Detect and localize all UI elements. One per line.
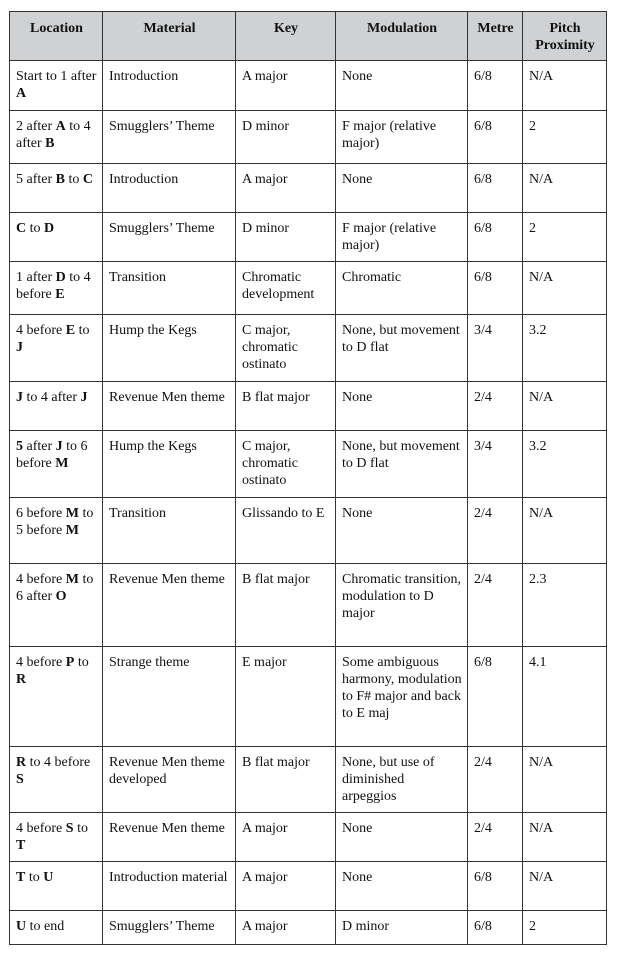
- cell-material: Smugglers’ Theme: [103, 911, 236, 945]
- cell-modulation: F major (relative major): [336, 213, 468, 262]
- cell-key: A major: [236, 61, 336, 111]
- cell-pitch-proximity: 2: [523, 911, 607, 945]
- cell-metre: 2/4: [468, 813, 523, 862]
- cell-modulation: None, but use of diminished arpeggios: [336, 747, 468, 813]
- cell-location: [10, 431, 103, 498]
- rehearsal-mark: T: [16, 838, 26, 853]
- rehearsal-mark: R: [16, 672, 27, 687]
- cell-key: D minor: [236, 111, 336, 164]
- cell-material: Introduction material: [103, 862, 236, 911]
- cell-location: [10, 111, 103, 164]
- cell-location: [10, 164, 103, 213]
- cell-modulation: None: [336, 813, 468, 862]
- rehearsal-mark: C: [16, 221, 27, 236]
- table-row: [10, 862, 607, 911]
- location-text: to: [73, 821, 88, 836]
- cell-metre: 3/4: [468, 315, 523, 382]
- rehearsal-mark: O: [55, 589, 67, 604]
- cell-key: A major: [236, 813, 336, 862]
- rehearsal-mark: E: [65, 323, 76, 338]
- table-body: [10, 61, 607, 945]
- header-material: Material: [103, 12, 236, 61]
- location-text: 4 before: [16, 572, 66, 587]
- cell-material: Hump the Kegs: [103, 315, 236, 382]
- cell-location: [10, 813, 103, 862]
- cell-key: C major, chromatic ostinato: [236, 315, 336, 382]
- location-text: to 6 before: [16, 439, 88, 471]
- rehearsal-mark: U: [43, 870, 54, 885]
- rehearsal-mark: U: [16, 919, 27, 934]
- location-text: 4 before: [16, 655, 66, 670]
- cell-key: B flat major: [236, 564, 336, 647]
- cell-material: Introduction: [103, 164, 236, 213]
- cell-pitch-proximity: N/A: [523, 164, 607, 213]
- location-text: 4 before: [16, 821, 66, 836]
- table-row: [10, 911, 607, 945]
- table-row: [10, 164, 607, 213]
- rehearsal-mark: R: [16, 755, 27, 770]
- rehearsal-mark: C: [82, 172, 94, 187]
- location-text: to 6 after: [16, 572, 94, 604]
- location-text: to 5 before: [16, 506, 94, 538]
- cell-material: Revenue Men theme: [103, 382, 236, 431]
- cell-pitch-proximity: 4.1: [523, 647, 607, 747]
- cell-modulation: Chromatic: [336, 262, 468, 315]
- table-row: [10, 647, 607, 747]
- table-row: [10, 747, 607, 813]
- cell-material: Introduction: [103, 61, 236, 111]
- cell-location: [10, 61, 103, 111]
- table-row: [10, 315, 607, 382]
- rehearsal-mark: M: [55, 456, 69, 471]
- cell-modulation: Some ambiguous harmony, modulation to F# major and back to E maj: [336, 647, 468, 747]
- location-text: to: [65, 172, 83, 187]
- cell-modulation: None: [336, 862, 468, 911]
- cell-location: [10, 647, 103, 747]
- table-row: [10, 61, 607, 111]
- cell-location: [10, 564, 103, 647]
- location-text: to: [26, 221, 45, 236]
- location-text: after: [23, 439, 56, 454]
- location-text: to 4 after: [16, 119, 91, 151]
- cell-key: B flat major: [236, 382, 336, 431]
- header-metre: Metre: [468, 12, 523, 61]
- table-row: [10, 813, 607, 862]
- cell-material: Revenue Men theme developed: [103, 747, 236, 813]
- table-row: [10, 382, 607, 431]
- cell-location: [10, 911, 103, 945]
- cell-modulation: None: [336, 498, 468, 564]
- table-row: [10, 262, 607, 315]
- cell-pitch-proximity: N/A: [523, 813, 607, 862]
- rehearsal-mark: J: [55, 439, 63, 454]
- location-text: to: [25, 870, 44, 885]
- cell-metre: 2/4: [468, 564, 523, 647]
- cell-location: [10, 747, 103, 813]
- cell-pitch-proximity: 2: [523, 111, 607, 164]
- cell-material: Hump the Kegs: [103, 431, 236, 498]
- cell-pitch-proximity: 2.3: [523, 564, 607, 647]
- location-text: to 4 before: [16, 270, 91, 302]
- table-row: [10, 564, 607, 647]
- cell-modulation: F major (relative major): [336, 111, 468, 164]
- cell-pitch-proximity: N/A: [523, 498, 607, 564]
- rehearsal-mark: T: [16, 870, 26, 885]
- cell-pitch-proximity: N/A: [523, 262, 607, 315]
- cell-key: A major: [236, 862, 336, 911]
- cell-metre: 6/8: [468, 647, 523, 747]
- cell-metre: 2/4: [468, 747, 523, 813]
- location-text: to 4 after: [23, 390, 81, 405]
- cell-metre: 3/4: [468, 431, 523, 498]
- header-row: [10, 12, 607, 61]
- rehearsal-mark: E: [55, 287, 65, 302]
- cell-pitch-proximity: N/A: [523, 61, 607, 111]
- rehearsal-mark: S: [65, 821, 74, 836]
- cell-key: Chromatic development: [236, 262, 336, 315]
- table-row: [10, 498, 607, 564]
- rehearsal-mark: B: [55, 172, 65, 187]
- cell-metre: 6/8: [468, 111, 523, 164]
- rehearsal-mark: D: [44, 221, 55, 236]
- rehearsal-mark: 5: [16, 439, 23, 454]
- rehearsal-mark: J: [16, 340, 23, 355]
- rehearsal-mark: B: [45, 136, 55, 151]
- location-text: to: [75, 323, 90, 338]
- header-location: Location: [10, 12, 103, 61]
- rehearsal-mark: M: [65, 506, 79, 521]
- cell-modulation: None, but movement to D flat: [336, 315, 468, 382]
- cell-metre: 6/8: [468, 262, 523, 315]
- cell-material: Strange theme: [103, 647, 236, 747]
- cell-pitch-proximity: 3.2: [523, 431, 607, 498]
- location-text: 5 after: [16, 172, 56, 187]
- cell-modulation: None, but movement to D flat: [336, 431, 468, 498]
- cell-metre: 2/4: [468, 382, 523, 431]
- table-row: [10, 431, 607, 498]
- analysis-table: [9, 11, 607, 945]
- cell-modulation: None: [336, 164, 468, 213]
- location-text: to 4 before: [26, 755, 91, 770]
- rehearsal-mark: J: [16, 390, 23, 405]
- location-text: to end: [26, 919, 65, 934]
- table-header: [10, 12, 607, 61]
- cell-modulation: None: [336, 382, 468, 431]
- cell-modulation: None: [336, 61, 468, 111]
- rehearsal-mark: J: [80, 390, 88, 405]
- rehearsal-mark: A: [16, 86, 27, 101]
- cell-pitch-proximity: 3.2: [523, 315, 607, 382]
- location-text: 1 after: [16, 270, 56, 285]
- rehearsal-mark: M: [65, 572, 79, 587]
- location-text: Start to 1 after: [16, 69, 97, 84]
- cell-modulation: D minor: [336, 911, 468, 945]
- cell-key: D minor: [236, 213, 336, 262]
- rehearsal-mark: A: [55, 119, 66, 134]
- cell-pitch-proximity: 2: [523, 213, 607, 262]
- cell-key: B flat major: [236, 747, 336, 813]
- cell-location: [10, 862, 103, 911]
- cell-location: [10, 498, 103, 564]
- rehearsal-mark: S: [16, 772, 24, 787]
- location-text: 4 before: [16, 323, 66, 338]
- table-row: [10, 111, 607, 164]
- location-text: to: [74, 655, 89, 670]
- cell-modulation: Chromatic transition, modulation to D major: [336, 564, 468, 647]
- cell-location: [10, 213, 103, 262]
- rehearsal-mark: D: [55, 270, 66, 285]
- cell-pitch-proximity: N/A: [523, 382, 607, 431]
- cell-location: [10, 315, 103, 382]
- cell-metre: 6/8: [468, 911, 523, 945]
- cell-metre: 6/8: [468, 213, 523, 262]
- cell-metre: 2/4: [468, 498, 523, 564]
- cell-material: Transition: [103, 262, 236, 315]
- header-modulation: Modulation: [336, 12, 468, 61]
- cell-key: A major: [236, 911, 336, 945]
- cell-key: Glissando to E: [236, 498, 336, 564]
- cell-material: Smugglers’ Theme: [103, 111, 236, 164]
- location-text: 6 before: [16, 506, 66, 521]
- table-row: [10, 213, 607, 262]
- cell-key: E major: [236, 647, 336, 747]
- cell-location: [10, 262, 103, 315]
- header-key: Key: [236, 12, 336, 61]
- cell-pitch-proximity: N/A: [523, 862, 607, 911]
- cell-metre: 6/8: [468, 164, 523, 213]
- cell-metre: 6/8: [468, 862, 523, 911]
- location-text: 2 after: [16, 119, 56, 134]
- header-pitch-proximity: Pitch Proximity: [523, 12, 607, 61]
- cell-location: [10, 382, 103, 431]
- cell-material: Revenue Men theme: [103, 564, 236, 647]
- cell-metre: 6/8: [468, 61, 523, 111]
- cell-key: C major, chromatic ostinato: [236, 431, 336, 498]
- cell-pitch-proximity: N/A: [523, 747, 607, 813]
- rehearsal-mark: P: [65, 655, 75, 670]
- cell-material: Revenue Men theme: [103, 813, 236, 862]
- cell-material: Smugglers’ Theme: [103, 213, 236, 262]
- cell-material: Transition: [103, 498, 236, 564]
- rehearsal-mark: M: [65, 523, 79, 538]
- cell-key: A major: [236, 164, 336, 213]
